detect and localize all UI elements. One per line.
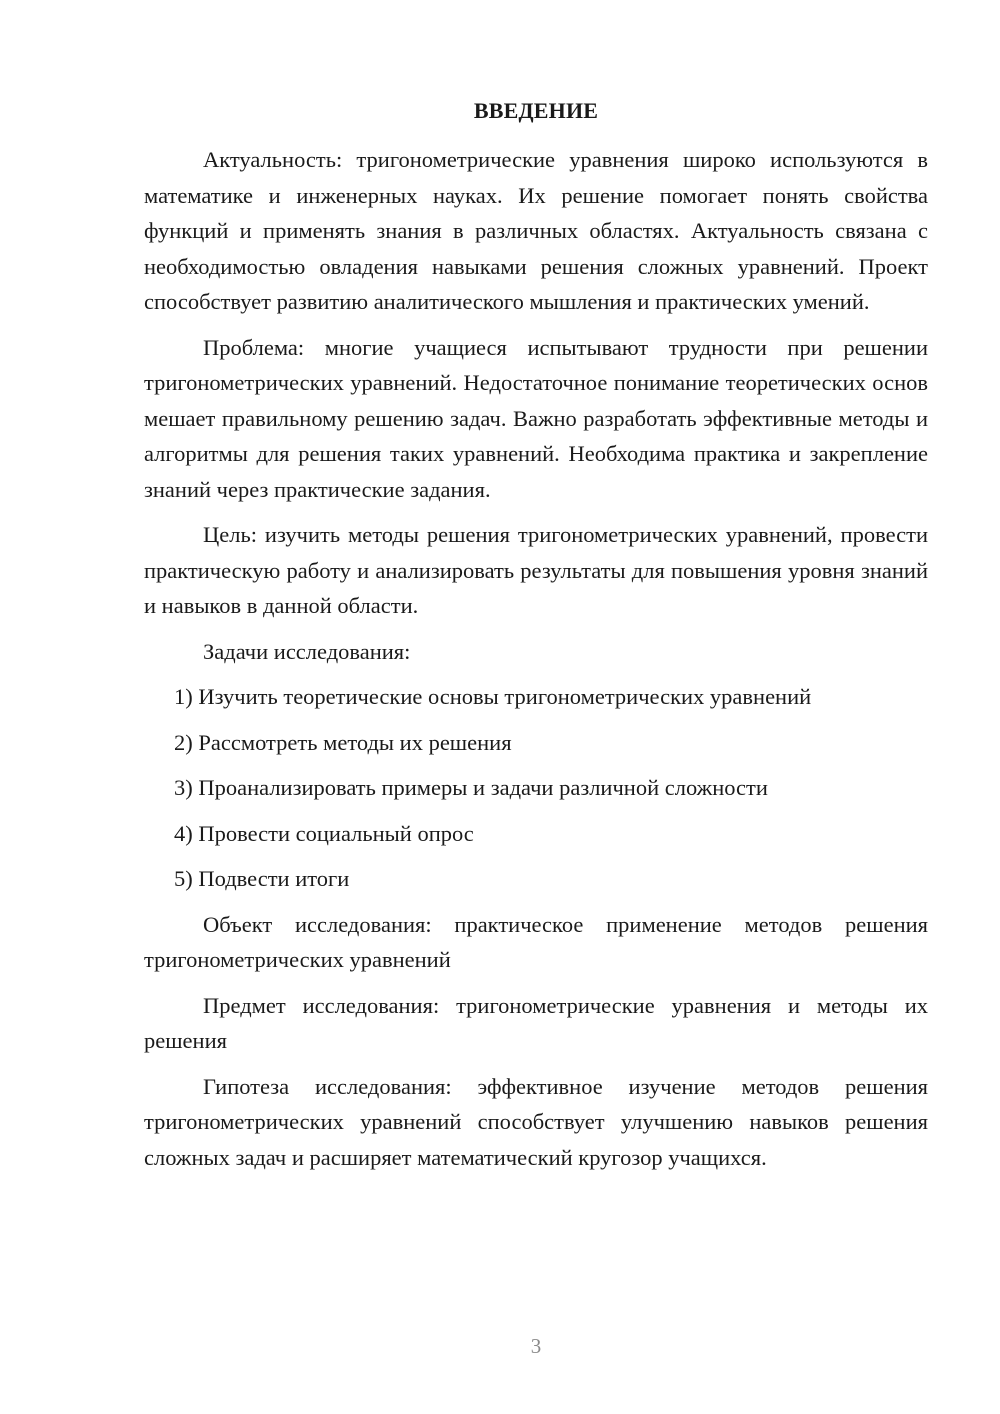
body-text <box>144 142 928 1185</box>
hypothesis-paragraph: Гипотеза исследования: эффективное изучение методов решения тригонометрических уравнений способствует улучшению навыков решения сложных задач и расширяет математический кругозор учащихся. <box>144 1073 928 1170</box>
task-item: 3) Проанализировать примеры и задачи различной сложности <box>174 775 768 800</box>
page-number: 3 <box>530 1334 542 1358</box>
task-item: 1) Изучить теоретические основы тригонометрических уравнений <box>174 684 812 709</box>
task-item: 4) Провести социальный опрос <box>174 820 474 846</box>
task-item: 2) Рассмотреть методы их решения <box>174 729 512 755</box>
object-paragraph: Объект исследования: практическое применение методов решения тригонометрических уравнений <box>144 911 928 972</box>
problem-paragraph: Проблема: многие учащиеся испытывают трудности при решении тригонометрических уравнений. Недостаточное понимание теоретических основ мешает правильному решению задач. Важно разработать эффективные методы и алгоритмы для решения таких уравнений. Необходима практика и закрепление знаний через практические задания. <box>144 334 928 502</box>
relevance-paragraph: Актуальность: тригонометрические уравнения широко используются в математике и инженерных науках. Их решение помогает понять свойства функций и применять знания в различных областях. Актуальность связана с необходимостью овладения навыками решения сложных уравнений. Проект способствует развитию аналитического мышления и практических умений. <box>144 147 928 314</box>
subject-paragraph: Предмет исследования: тригонометрические уравнения и методы их решения <box>144 992 928 1053</box>
goal-paragraph: Цель: изучить методы решения тригонометрических уравнений, провести практическую работу и анализировать результаты для повышения уровня знаний и навыков в данной области. <box>144 522 928 618</box>
page-title: ВВЕДЕНИЕ <box>473 98 599 123</box>
tasks-heading: Задачи исследования: <box>203 638 411 664</box>
tasks-list <box>144 679 928 897</box>
task-item: 5) Подвести итоги <box>174 866 350 891</box>
